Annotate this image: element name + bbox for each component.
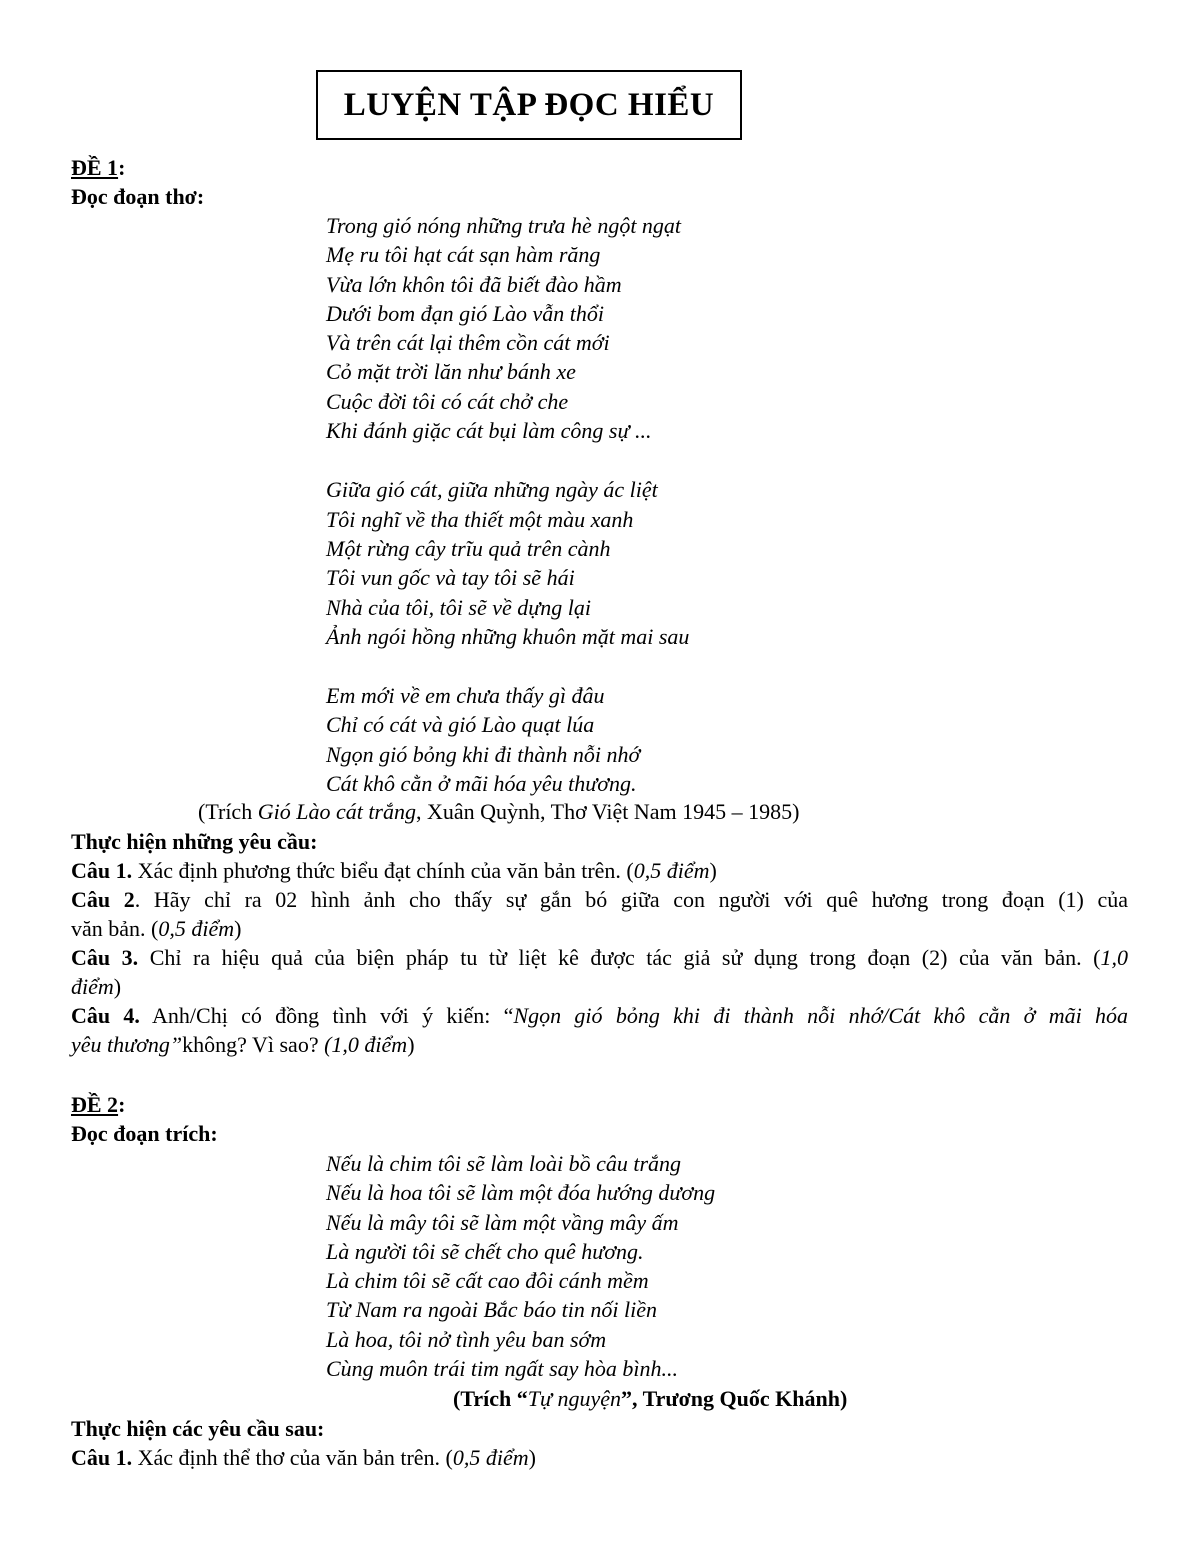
stanza-1 [326,211,689,445]
poem-line: Nếu là hoa tôi sẽ làm một đóa hướng dương [326,1180,716,1206]
de2-poem [326,1149,715,1383]
poem-line: Từ Nam ra ngoài Bắc báo tin nối liền [326,1297,657,1323]
de2-questions [71,1414,1128,1472]
poem-line: Chỉ có cát và gió Lào quạt lúa [326,712,595,738]
poem-line: Tôi nghĩ về tha thiết một màu xanh [326,506,634,532]
stanza-3 [326,681,689,798]
de1-question-1: Câu 1. Xác định phương thức biểu đạt chính của văn bản trên. (0,5 điểm) [71,858,717,883]
poem-line: Mẹ ru tôi hạt cát sạn hàm răng [326,242,601,268]
poem-line: Trong gió nóng những trưa hè ngột ngạt [326,213,682,238]
poem-line: Cuộc đời tôi có cát chở che [326,388,569,414]
poem-line: Là người tôi sẽ chết cho quê hương. [326,1238,644,1264]
de1-question-3: Câu 3. Chỉ ra hiệu quả của biện pháp tu từ liệt kê được tác giả sử dụng trong đoạn (2) của văn bản. (1,0 [71,945,1128,970]
poem-line: Nếu là mây tôi sẽ làm một vầng mây ấm [326,1209,679,1235]
de1-poem [326,211,689,798]
de1-heading: ĐỀ 1: [71,155,126,180]
de1-question-4: Câu 4. Anh/Chị có đồng tình với ý kiến: “Ngọn gió bỏng khi đi thành nỗi nhớ/Cát khô cằn ở mãi hóa [71,1003,1128,1028]
poem-line: Tôi vun gốc và tay tôi sẽ hái [326,565,575,591]
poem-line: Giữa gió cát, giữa những ngày ác liệt [326,477,658,503]
poem-line: Dưới bom đạn gió Lào vẫn thổi [326,300,604,326]
de1-tasks-label: Thực hiện những yêu cầu: [71,829,318,854]
de2-heading: ĐỀ 2: [71,1092,126,1117]
poem-line: Nhà của tôi, tôi sẽ về dựng lại [326,594,591,620]
poem-line: Là chim tôi sẽ cất cao đôi cánh mềm [326,1268,649,1294]
poem-line: Ảnh ngói hồng những khuôn mặt mai sau [326,623,690,649]
de2-tasks-label: Thực hiện các yêu cầu sau: [71,1416,325,1441]
de1-questions [71,827,1128,1059]
poem-line: Cát khô cằn ở mãi hóa yêu thương. [326,771,637,797]
poem-line: Nếu là chim tôi sẽ làm loài bồ câu trắng [326,1151,682,1176]
poem-line: Khi đánh giặc cát bụi làm công sự ... [326,418,652,444]
de1-header [71,153,1128,211]
de1-question-3-cont: điểm) [71,974,122,999]
de1-question-4-cont: yêu thương”không? Vì sao? (1,0 điểm) [71,1032,415,1057]
de2-source: (Trích “Tự nguyện”, Trương Quốc Khánh) [453,1386,848,1411]
poem-line: Vừa lớn khôn tôi đã biết đào hầm [326,271,622,297]
poem-line: Em mới về em chưa thấy gì đâu [326,683,605,709]
title-box [316,70,742,140]
stanza-2 [326,475,689,651]
poem-line: Một rừng cây trĩu quả trên cành [326,535,611,561]
poem-line: Ngọn gió bỏng khi đi thành nỗi nhớ [326,741,641,767]
poem-line: Cỏ mặt trời lăn như bánh xe [326,359,576,385]
de1-source: (Trích Gió Lào cát trắng, Xuân Quỳnh, Thơ Việt Nam 1945 – 1985) [198,799,800,824]
de1-question-2: Câu 2. Hãy chỉ ra 02 hình ảnh cho thấy sự gắn bó giữa con người với quê hương trong đoạn (1) của [71,887,1129,912]
de1-question-2-cont: văn bản. (0,5 điểm) [71,916,242,941]
de2-question-1: Câu 1. Xác định thể thơ của văn bản trên. (0,5 điểm) [71,1445,536,1470]
poem-line: Cùng muôn trái tim ngất say hòa bình... [326,1356,679,1382]
de2-read-label: Đọc đoạn trích: [71,1121,218,1146]
poem-line: Và trên cát lại thêm cồn cát mới [326,330,610,356]
page-title: LUYỆN TẬP ĐỌC HIỂU [343,86,715,123]
poem-line: Là hoa, tôi nở tình yêu ban sớm [326,1326,607,1352]
de2-header [71,1090,1128,1148]
de1-read-label: Đọc đoạn thơ: [71,184,205,209]
